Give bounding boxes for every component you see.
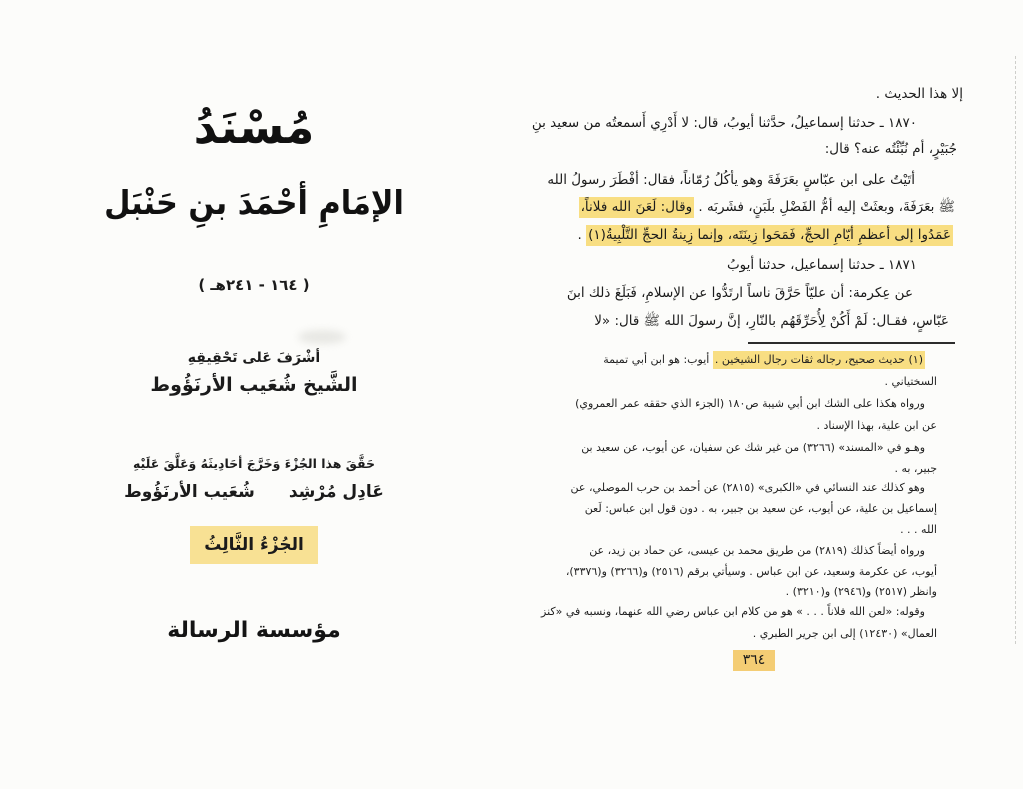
footnote-line-3: ورواه هكذا على الشك ابن أبي شيبة ص١٨٠ (الجزء الذي حققه عمر العمروي) [575,397,925,410]
footnote-line-14: العمال» (١٢٤٣٠) إلى ابن جرير الطبري . [752,627,937,640]
editor-name-left: شُعَيب الأرنَؤُوط [124,482,255,502]
hadith-1871-line2: عَبّاسٍ، فقـال: لَمْ أَكُنْ لِأُحَرِّقَهُم بالنّارِ، إنَّ رسولَ الله ﷺ قال: «لا [594,313,949,329]
footnote-line-9: الله . . . [900,523,937,536]
hadith-1870-line5 [578,225,953,246]
footnote-separator [748,342,955,344]
volume-line [88,526,420,564]
hadith-1870-line4-text: ﷺ بعَرَفَةَ، وبعثَتْ إليه أمُّ الفَضْلِ بلَبَنٍ، فشَربَه . [698,199,955,215]
editor-name-right: عَادِل مُرْشِد [288,482,384,502]
editors-row [88,482,420,502]
hadith-1870-line1: ١٨٧٠ ـ حدثنا إسماعيلُ، حدَّثنا أيوبُ، قال: لا أَدْرِي أَسمعتُه من سعيد بنِ [531,115,917,131]
footnote-line-2: السختياني . [884,375,937,388]
page-number-highlight: ٣٦٤ [733,650,775,671]
footnote-line-13: وقوله: «لعن الله فلاناً . . . » هو من كلام ابن عباس رضي الله عنهما، ونسبه في «كنز [541,605,925,618]
footnote-line-7: وهو كذلك عند النسائي في «الكبرى» (٢٨١٥) عن أحمد بن حرب الموصلي، عن [570,481,925,494]
scan-smudge [298,330,346,344]
footnote-line-6: جبير، به . [894,462,937,475]
publisher-logo: مؤسسة الرسالة [167,618,341,643]
author-dates: ( ١٦٤ - ٢٤١هـ ) [198,276,310,294]
footnote-line-8: إسماعيل بن علية، عن أيوب، عن سعيد بن جبير، به . دون قول ابن عباس: لَعن [584,502,937,515]
supervisor-name: الشَّيخ شُعَيب الأرنَؤُوط [150,374,358,396]
hadith-1870-line3: أتَيْتُ على ابن عبّاسٍ بعَرَفَةَ وهو يأكُلُ رُمّاناً، فقال: أفْطَرَ رسولُ الله [547,172,915,188]
opening-line: إلا هذا الحديث . [875,86,963,102]
hadith-1870-line5-highlight: عَمَدُوا إلى أعظمِ أيّامِ الحجِّ، فَمَحَوا زِينَتَه، وإنما زِينةُ الحجِّ التَّلْبِيةُ(١) [586,225,953,246]
footnote-line-1 [603,352,925,369]
footnote-line-11: أيوب، عن عكرمة وسعيد، عن ابن عباس . وسيأتي برقم (٢٥١٦) و(٣٢٦٦) و(٣٣٧٦)، [565,565,937,578]
footnote-grade-highlight: (١) حديث صحيح، رجاله ثقات رجال الشيخين . [713,351,925,369]
supervision-label: أشْرَفَ عَلى تَحْقِيقِهِ [187,350,321,366]
hadith-1870-line2: جُبَيْرٍ، أم نُبِّئْتُه عنه؟ قال: [824,141,957,157]
hadith-1870-line4 [579,197,955,218]
editing-credit-label: حَقَّقَ هذا الجُزْءَ وَخَرَّجَ أحَادِيثَهُ وَعَلَّقَ عَلَيْهِ [132,456,376,471]
volume-highlight: الجُزْءُ الثَّالِثُ [190,526,318,564]
hadith-1870-line4-highlight: وقال: لَعَنَ الله فلاناً، [579,197,695,218]
scan-edge-line [1015,56,1016,644]
footnote-line-5: وهـو في «المسند» (٣٢٦٦) من غير شك عن سفيان، عن أيوب، عن سعيد بن [581,441,925,454]
footnote-line-12: وانظر (٢٥١٧) و(٢٩٤٦) و(٣٢١٠) . [785,585,937,598]
hadith-1871-line1: عن عِكرمة: أن عليّاً حَرَّقَ ناساً ارتَدُّوا عن الإسلامِ، فَبَلَغَ ذلك ابنَ [566,285,913,301]
book-title-calligraphy-top: مُسْنَدُ [193,100,315,154]
book-title-calligraphy-main: الإمَامِ أحْمَدَ بنِ حَنْبَل [104,183,404,222]
footnote-grade-rest: أيوب: هو ابن أبي تميمة [603,353,710,366]
hadith-1871-intro: ١٨٧١ ـ حدثنا إسماعيل، حدثنا أيوبُ [726,257,917,273]
footnote-line-10: ورواه أيضاً كذلك (٢٨١٩) من طريق محمد بن عيسى، عن حماد بن زيد، عن [589,544,925,557]
footnote-line-4: عن ابن علية، بهذا الإسناد . [816,419,937,432]
hadith-1870-line5-tail: . [577,227,582,243]
